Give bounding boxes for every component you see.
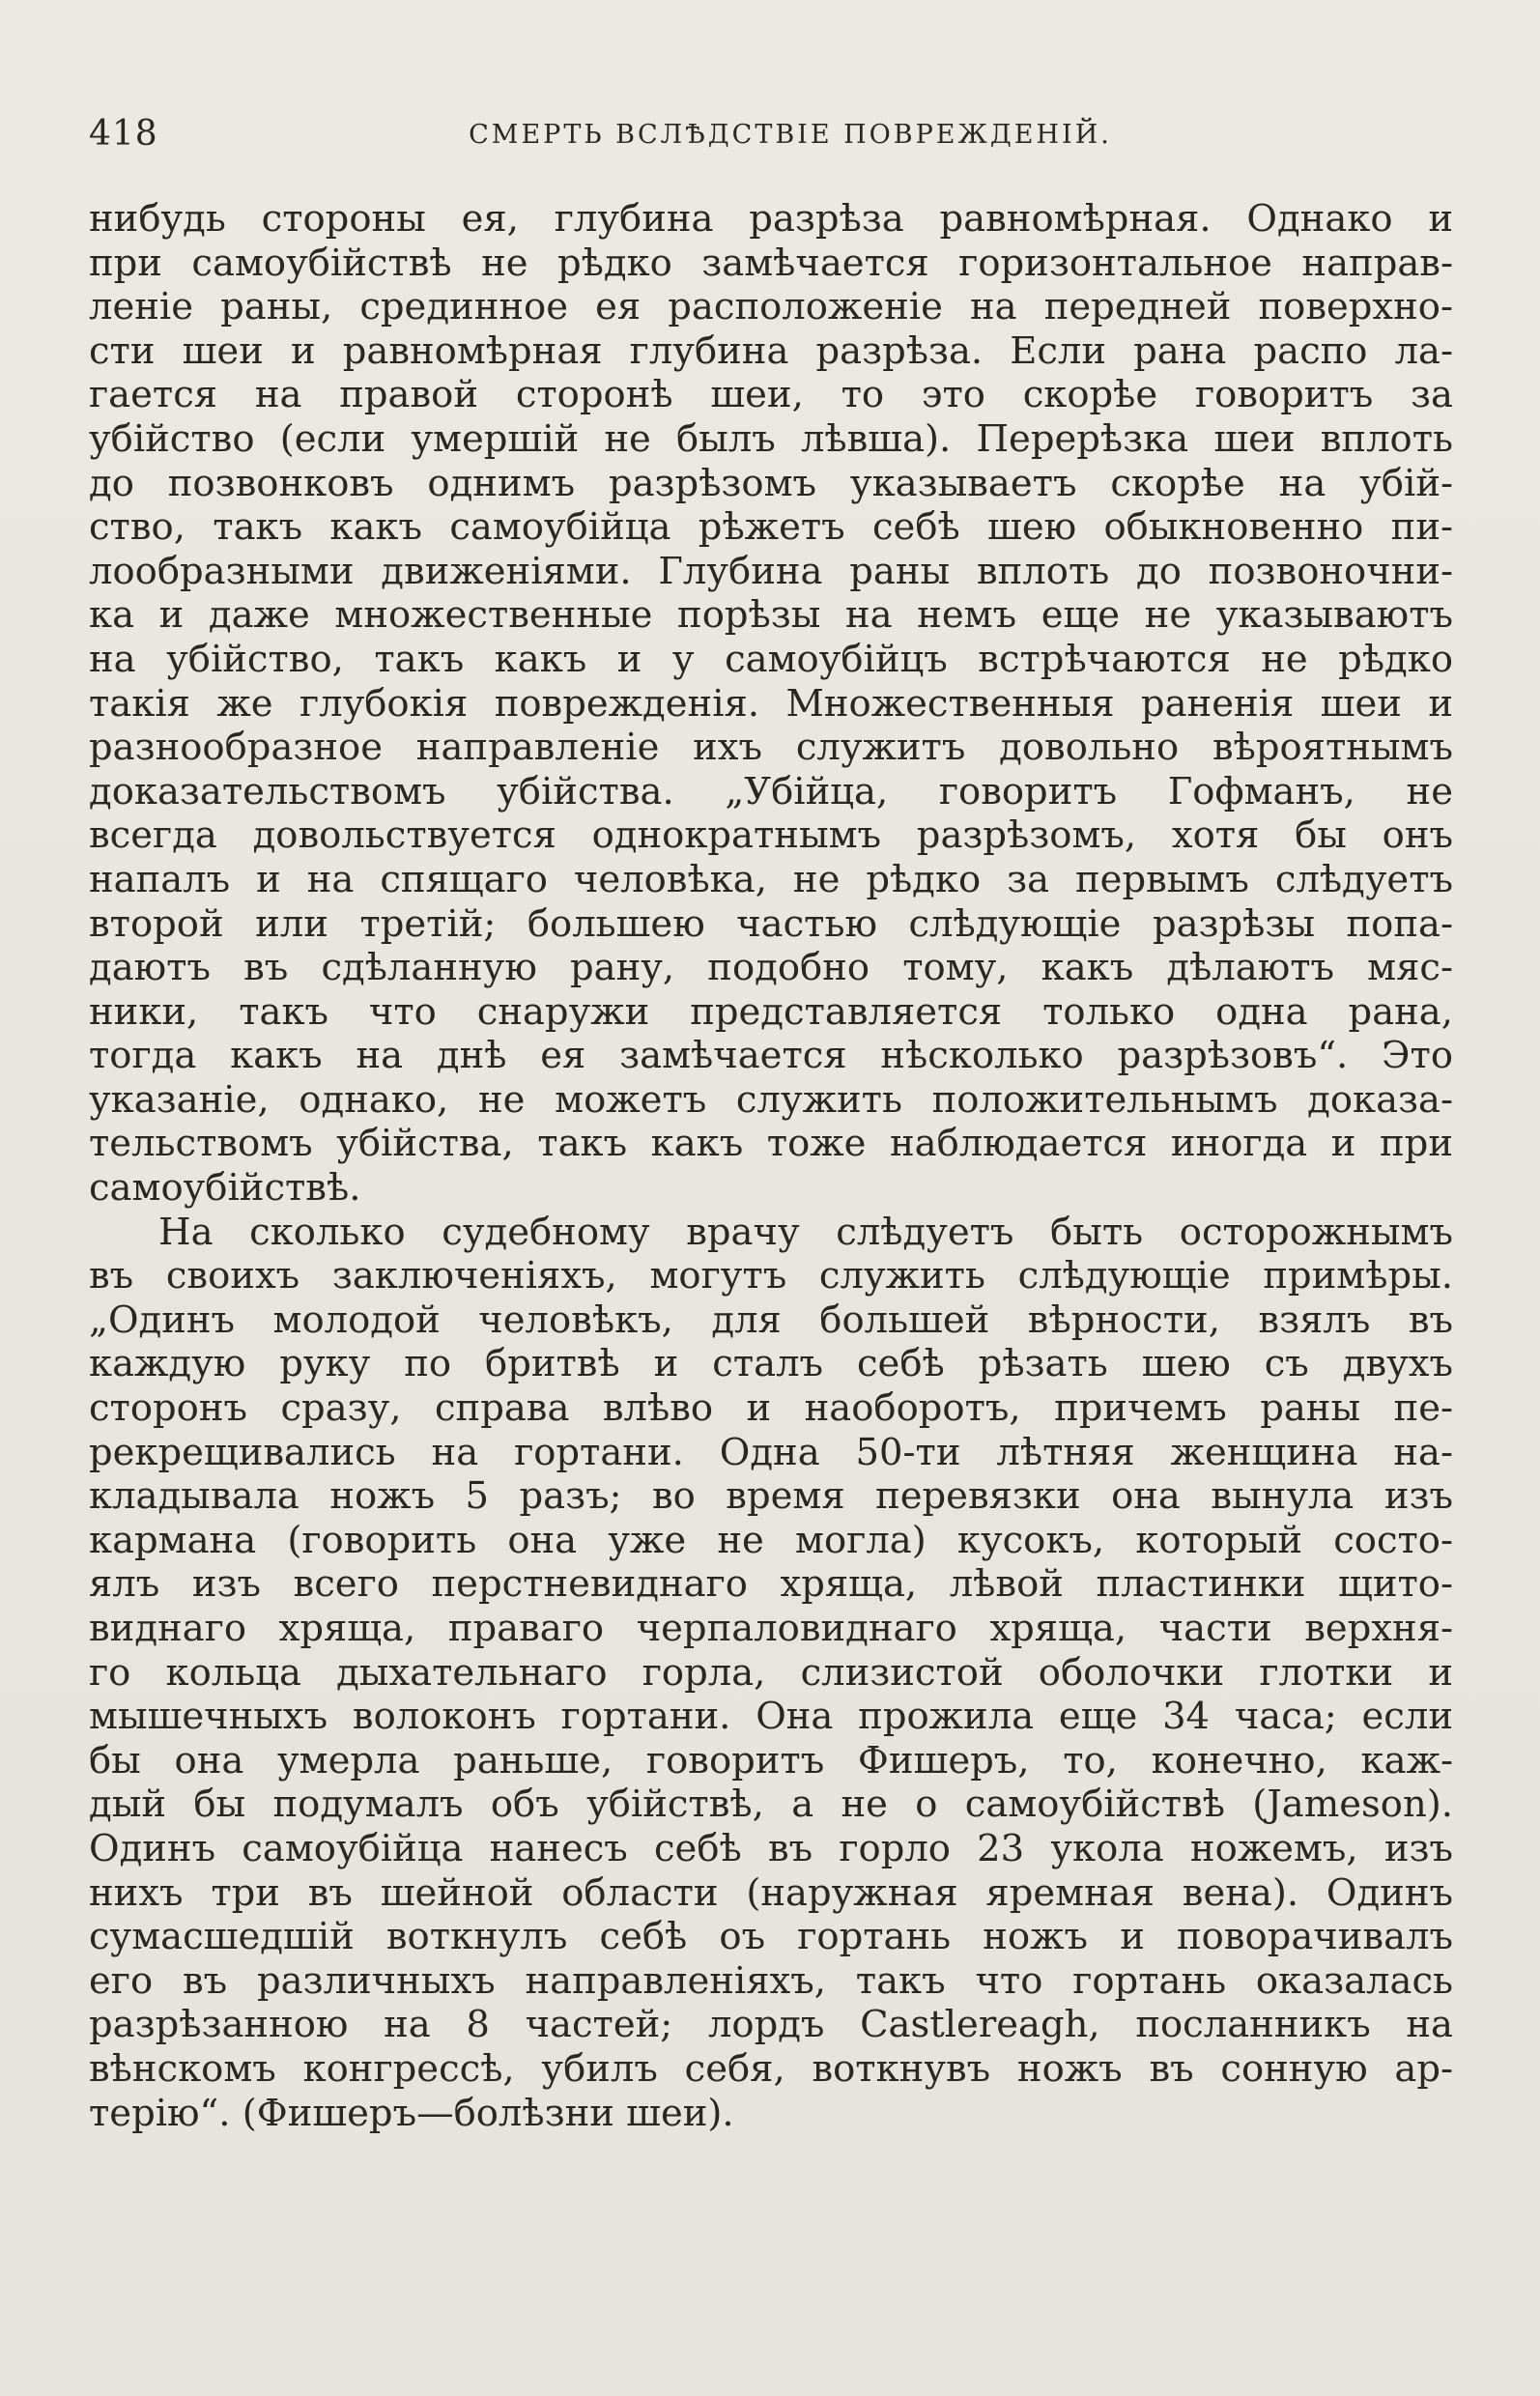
text-line: каждую руку по бритвѣ и сталъ себѣ рѣзать шею съ двухъ xyxy=(89,1342,1453,1386)
text-line: сти шеи и равномѣрная глубина разрѣза. Если рана распо ла- xyxy=(89,328,1453,373)
text-line: при самоубійствѣ не рѣдко замѣчается горизонтальное направ- xyxy=(89,241,1453,285)
text-line: напалъ и на спящаго человѣка, не рѣдко за первымъ слѣдуетъ xyxy=(89,857,1453,901)
paragraph xyxy=(89,197,1453,1211)
text-line: въ своихъ заключеніяхъ, могутъ служить слѣдующіе примѣры. xyxy=(89,1254,1453,1298)
text-line: тогда какъ на днѣ ея замѣчается нѣсколько разрѣзовъ“. Это xyxy=(89,1034,1453,1078)
text-line: второй или третій; большею частью слѣдующіе разрѣзы попа- xyxy=(89,901,1453,946)
text-line: самоубійствѣ. xyxy=(89,1166,361,1211)
text-line: На сколько судебному врачу слѣдуетъ быть осторожнымъ xyxy=(158,1210,1453,1254)
text-line: „Одинъ молодой человѣкъ, для большей вѣрности, взялъ въ xyxy=(89,1298,1453,1342)
text-line: вѣнскомъ конгрессѣ, убилъ себя, воткнувъ ножъ въ сонную ар- xyxy=(89,2046,1453,2091)
text-line: рекрещивались на гортани. Одна 50-ти лѣтняя женщина на- xyxy=(89,1430,1453,1474)
paragraph xyxy=(89,1211,1453,2135)
body-text xyxy=(89,197,1453,2135)
text-line: нибудь стороны ея, глубина разрѣза равномѣрная. Однако и xyxy=(89,197,1453,241)
text-line: ялъ изъ всего перстневиднаго хряща, лѣвой пластинки щито- xyxy=(89,1562,1453,1607)
text-line: сторонъ сразу, справа влѣво и наоборотъ, причемъ раны пе- xyxy=(89,1386,1453,1431)
text-line: на убійство, такъ какъ и у самоубійцъ встрѣчаются не рѣдко xyxy=(89,637,1453,681)
text-line: даютъ въ сдѣланную рану, подобно тому, какъ дѣлаютъ мяс- xyxy=(89,946,1453,990)
running-title: СМЕРТЬ ВСЛѢДСТВІЕ ПОВРЕЖДЕНІЙ. xyxy=(469,120,1112,150)
text-line: разрѣзанною на 8 частей; лордъ Castlereagh, посланникъ на xyxy=(89,2003,1453,2047)
text-line: мышечныхъ волоконъ гортани. Она прожила еще 34 часа; если xyxy=(89,1695,1453,1739)
text-line: нихъ три въ шейной области (наружная яремная вена). Одинъ xyxy=(89,1870,1453,1915)
text-line: доказательствомъ убійства. „Убійца, говоритъ Гофманъ, не xyxy=(89,769,1453,813)
text-line: го кольца дыхательнаго горла, слизистой оболочки глотки и xyxy=(89,1650,1453,1695)
text-line: кармана (говорить она уже не могла) кусокъ, который состо- xyxy=(89,1518,1453,1562)
text-line: всегда довольствуется однократнымъ разрѣзомъ, хотя бы онъ xyxy=(89,813,1453,858)
text-line: разнообразное направленіе ихъ служитъ довольно вѣроятнымъ xyxy=(89,726,1453,770)
text-line: Одинъ самоубійца нанесъ себѣ въ горло 23 укола ножемъ, изъ xyxy=(89,1826,1453,1870)
text-line: указаніе, однако, не можетъ служить положительнымъ доказа- xyxy=(89,1077,1453,1122)
text-line: бы она умерла раньше, говоритъ Фишеръ, то, конечно, каж- xyxy=(89,1738,1453,1783)
text-line: тельствомъ убійства, такъ какъ тоже наблюдается иногда и при xyxy=(89,1122,1453,1166)
text-line: ство, такъ какъ самоубійца рѣжетъ себѣ шею обыкновенно пи- xyxy=(89,505,1453,550)
text-line: ники, такъ что снаружи представляется только одна рана, xyxy=(89,989,1453,1034)
text-line: ка и даже множественные порѣзы на немъ еще не указываютъ xyxy=(89,593,1453,638)
text-line: кладывала ножъ 5 разъ; во время перевязки она вынула изъ xyxy=(89,1474,1453,1519)
text-line: такія же глубокія поврежденія. Множественныя раненія шеи и xyxy=(89,681,1453,726)
text-line: гается на правой сторонѣ шеи, то это скорѣе говоритъ за xyxy=(89,373,1453,417)
text-line: лообразными движеніями. Глубина раны вплоть до позвоночни- xyxy=(89,549,1453,593)
text-line: убійство (если умершій не былъ лѣвша). Перерѣзка шеи вплоть xyxy=(89,416,1453,461)
text-line: до позвонковъ однимъ разрѣзомъ указываетъ скорѣе на убій- xyxy=(89,461,1453,505)
text-line: дый бы подумалъ объ убійствѣ, а не о самоубійствѣ (Jameson). xyxy=(89,1783,1453,1827)
text-line: терію“. (Фишеръ—болѣзни шеи). xyxy=(89,2091,734,2135)
text-line: виднаго хряща, праваго черпаловиднаго хряща, части верхня- xyxy=(89,1607,1453,1650)
text-line: сумасшедшій воткнулъ себѣ оъ гортань ножъ и поворачивалъ xyxy=(89,1915,1453,1959)
text-line: его въ различныхъ направленіяхъ, такъ что гортань оказалась xyxy=(89,1958,1453,2003)
running-head xyxy=(89,114,1453,172)
page-number: 418 xyxy=(89,114,158,154)
text-line: леніе раны, срединное ея расположеніе на передней поверхно- xyxy=(89,285,1453,329)
